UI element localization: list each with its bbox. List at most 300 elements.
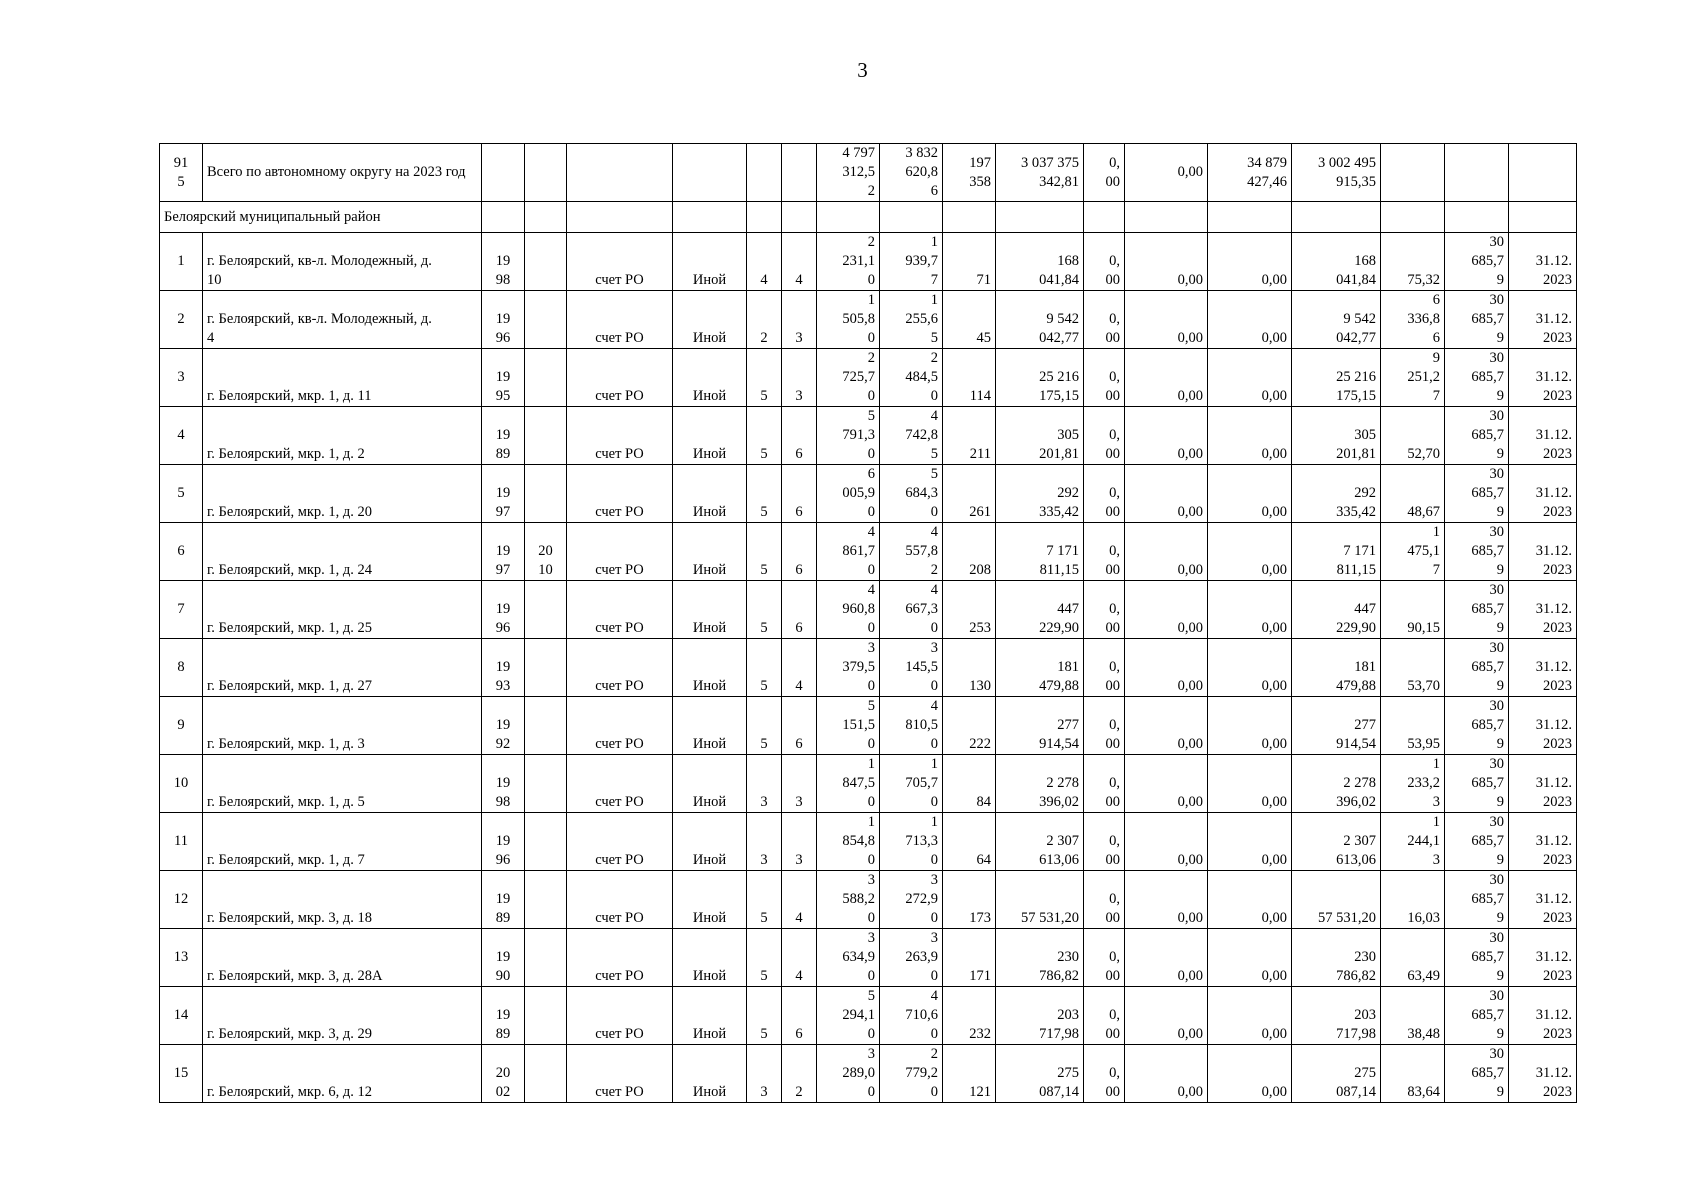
cell-unit-limit: 30 685,7 9 [1445, 233, 1509, 291]
cell-number: 10 [160, 755, 203, 813]
cell-entrances: 6 [782, 407, 817, 465]
cell-address: г. Белоярский, мкр. 1, д. 25 [203, 581, 482, 639]
cell-floors: 5 [747, 871, 782, 929]
table-row [160, 407, 1577, 465]
cell-fund-local: 0,00 [1208, 1045, 1292, 1103]
cell-type: Иной [673, 929, 747, 987]
cell-deadline: 31.12. 2023 [1509, 639, 1577, 697]
total-row-empty-cell [525, 144, 567, 202]
total-row-empty-cell [747, 144, 782, 202]
cell-area-living: 4 710,6 0 [880, 987, 943, 1045]
cell-unit-limit: 30 685,7 9 [1445, 697, 1509, 755]
cell-fund-local: 0,00 [1208, 523, 1292, 581]
cell-entrances: 4 [782, 929, 817, 987]
total-row-label: Всего по автономному округу на 2023 год [203, 144, 482, 202]
cell-year-built: 19 97 [482, 465, 525, 523]
cell-floors: 5 [747, 987, 782, 1045]
cell-type: Иной [673, 871, 747, 929]
cell-address: г. Белоярский, мкр. 3, д. 28А [203, 929, 482, 987]
section-row-empty-cell [747, 202, 782, 233]
cell-deadline: 31.12. 2023 [1509, 987, 1577, 1045]
cell-fund-federal: 0, 00 [1084, 581, 1125, 639]
cell-fund-owners: 447 229,90 [1292, 581, 1381, 639]
table-row [160, 349, 1577, 407]
table-row [160, 581, 1577, 639]
cell-year-built: 19 92 [482, 697, 525, 755]
cell-entrances: 6 [782, 581, 817, 639]
cell-year-repair [525, 233, 567, 291]
cell-area-living: 4 742,8 5 [880, 407, 943, 465]
cell-fund-owners: 292 335,42 [1292, 465, 1381, 523]
cell-floors: 5 [747, 523, 782, 581]
cell-fund-region: 0,00 [1125, 929, 1208, 987]
cell-fund-region: 0,00 [1125, 813, 1208, 871]
cell-year-repair [525, 465, 567, 523]
cell-deadline: 31.12. 2023 [1509, 581, 1577, 639]
section-row-empty-cell [1509, 202, 1577, 233]
cell-deadline: 31.12. 2023 [1509, 697, 1577, 755]
cell-area-total: 6 005,9 0 [817, 465, 880, 523]
cell-area-total: 1 505,8 0 [817, 291, 880, 349]
cell-deadline: 31.12. 2023 [1509, 871, 1577, 929]
cell-fund-federal: 0, 00 [1084, 987, 1125, 1045]
cell-fund-region: 0,00 [1125, 1045, 1208, 1103]
cell-type: Иной [673, 987, 747, 1045]
total-row-fund-owners: 3 002 495 915,35 [1292, 144, 1381, 202]
cell-unit-limit: 30 685,7 9 [1445, 987, 1509, 1045]
cell-type: Иной [673, 349, 747, 407]
cell-address: г. Белоярский, мкр. 1, д. 3 [203, 697, 482, 755]
cell-year-repair [525, 349, 567, 407]
cell-method: счет РО [567, 291, 673, 349]
cell-deadline: 31.12. 2023 [1509, 813, 1577, 871]
table-row [160, 871, 1577, 929]
cell-entrances: 3 [782, 291, 817, 349]
cell-method: счет РО [567, 871, 673, 929]
total-row-empty-cell [1445, 144, 1509, 202]
cell-deadline: 31.12. 2023 [1509, 349, 1577, 407]
cell-fund-federal: 0, 00 [1084, 349, 1125, 407]
cell-residents: 232 [943, 987, 996, 1045]
cell-year-built: 19 90 [482, 929, 525, 987]
cell-address: г. Белоярский, мкр. 3, д. 29 [203, 987, 482, 1045]
cell-fund-federal: 0, 00 [1084, 755, 1125, 813]
cell-fund-local: 0,00 [1208, 929, 1292, 987]
cell-fund-federal: 0, 00 [1084, 929, 1125, 987]
cell-residents: 130 [943, 639, 996, 697]
cell-deadline: 31.12. 2023 [1509, 291, 1577, 349]
cell-year-built: 19 96 [482, 291, 525, 349]
cell-fund-region: 0,00 [1125, 407, 1208, 465]
section-row-empty-cell [817, 202, 880, 233]
cell-fund-owners: 275 087,14 [1292, 1045, 1381, 1103]
cell-fund-region: 0,00 [1125, 639, 1208, 697]
cell-number: 1 [160, 233, 203, 291]
cell-residents: 208 [943, 523, 996, 581]
cell-year-repair [525, 639, 567, 697]
table-row [160, 465, 1577, 523]
cell-area-total: 3 289,0 0 [817, 1045, 880, 1103]
cell-entrances: 4 [782, 871, 817, 929]
section-row-empty-cell [567, 202, 673, 233]
cell-cost-total: 2 278 396,02 [996, 755, 1084, 813]
cell-method: счет РО [567, 349, 673, 407]
cell-area-living: 1 705,7 0 [880, 755, 943, 813]
page-number: 3 [857, 58, 868, 82]
cell-type: Иной [673, 813, 747, 871]
cell-cost-total: 181 479,88 [996, 639, 1084, 697]
cell-area-total: 4 960,8 0 [817, 581, 880, 639]
cell-unit-limit: 30 685,7 9 [1445, 871, 1509, 929]
cell-year-repair [525, 871, 567, 929]
cell-entrances: 3 [782, 813, 817, 871]
cell-entrances: 6 [782, 987, 817, 1045]
cell-area-total: 1 847,5 0 [817, 755, 880, 813]
cell-unit-limit: 30 685,7 9 [1445, 581, 1509, 639]
repair-program-table [159, 143, 1577, 1103]
cell-cost-total: 447 229,90 [996, 581, 1084, 639]
cell-method: счет РО [567, 813, 673, 871]
cell-method: счет РО [567, 581, 673, 639]
cell-number: 7 [160, 581, 203, 639]
cell-unit-cost: 53,95 [1381, 697, 1445, 755]
cell-deadline: 31.12. 2023 [1509, 1045, 1577, 1103]
cell-fund-owners: 230 786,82 [1292, 929, 1381, 987]
cell-entrances: 6 [782, 523, 817, 581]
cell-method: счет РО [567, 929, 673, 987]
cell-fund-local: 0,00 [1208, 987, 1292, 1045]
cell-method: счет РО [567, 407, 673, 465]
cell-unit-cost: 63,49 [1381, 929, 1445, 987]
cell-unit-cost: 90,15 [1381, 581, 1445, 639]
cell-year-built: 19 89 [482, 871, 525, 929]
total-row-fund-region: 0,00 [1125, 144, 1208, 202]
cell-year-built: 20 02 [482, 1045, 525, 1103]
cell-method: счет РО [567, 523, 673, 581]
cell-unit-limit: 30 685,7 9 [1445, 349, 1509, 407]
cell-area-living: 4 667,3 0 [880, 581, 943, 639]
cell-number: 4 [160, 407, 203, 465]
cell-fund-region: 0,00 [1125, 291, 1208, 349]
cell-address: г. Белоярский, мкр. 1, д. 5 [203, 755, 482, 813]
cell-floors: 4 [747, 233, 782, 291]
section-row-empty-cell [1292, 202, 1381, 233]
cell-floors: 5 [747, 407, 782, 465]
cell-floors: 5 [747, 697, 782, 755]
cell-area-total: 4 861,7 0 [817, 523, 880, 581]
section-row-empty-cell [482, 202, 525, 233]
cell-area-total: 5 294,1 0 [817, 987, 880, 1045]
cell-residents: 121 [943, 1045, 996, 1103]
cell-fund-owners: 9 542 042,77 [1292, 291, 1381, 349]
cell-floors: 3 [747, 813, 782, 871]
cell-method: счет РО [567, 755, 673, 813]
cell-fund-region: 0,00 [1125, 697, 1208, 755]
cell-method: счет РО [567, 1045, 673, 1103]
cell-number: 13 [160, 929, 203, 987]
cell-unit-cost: 52,70 [1381, 407, 1445, 465]
cell-fund-region: 0,00 [1125, 581, 1208, 639]
cell-unit-limit: 30 685,7 9 [1445, 523, 1509, 581]
cell-unit-limit: 30 685,7 9 [1445, 755, 1509, 813]
cell-year-built: 19 89 [482, 407, 525, 465]
cell-fund-local: 0,00 [1208, 755, 1292, 813]
cell-year-built: 19 97 [482, 523, 525, 581]
cell-fund-federal: 0, 00 [1084, 291, 1125, 349]
cell-fund-region: 0,00 [1125, 233, 1208, 291]
cell-fund-local: 0,00 [1208, 291, 1292, 349]
cell-fund-region: 0,00 [1125, 755, 1208, 813]
section-label: Белоярский муниципальный район [160, 202, 482, 233]
cell-cost-total: 230 786,82 [996, 929, 1084, 987]
cell-unit-cost: 38,48 [1381, 987, 1445, 1045]
cell-unit-limit: 30 685,7 9 [1445, 291, 1509, 349]
cell-deadline: 31.12. 2023 [1509, 465, 1577, 523]
table-row [160, 639, 1577, 697]
section-row-empty-cell [673, 202, 747, 233]
cell-type: Иной [673, 755, 747, 813]
cell-address: г. Белоярский, мкр. 1, д. 2 [203, 407, 482, 465]
cell-area-living: 5 684,3 0 [880, 465, 943, 523]
cell-unit-cost: 1 233,2 3 [1381, 755, 1445, 813]
cell-cost-total: 2 307 613,06 [996, 813, 1084, 871]
cell-entrances: 2 [782, 1045, 817, 1103]
cell-address: г. Белоярский, мкр. 1, д. 20 [203, 465, 482, 523]
cell-fund-local: 0,00 [1208, 349, 1292, 407]
cell-area-total: 3 588,2 0 [817, 871, 880, 929]
cell-type: Иной [673, 523, 747, 581]
cell-area-total: 1 854,8 0 [817, 813, 880, 871]
cell-year-repair [525, 987, 567, 1045]
cell-unit-limit: 30 685,7 9 [1445, 1045, 1509, 1103]
cell-fund-owners: 305 201,81 [1292, 407, 1381, 465]
cell-area-living: 2 779,2 0 [880, 1045, 943, 1103]
cell-area-living: 2 484,5 0 [880, 349, 943, 407]
cell-fund-local: 0,00 [1208, 407, 1292, 465]
cell-residents: 211 [943, 407, 996, 465]
table-row [160, 523, 1577, 581]
cell-area-total: 5 151,5 0 [817, 697, 880, 755]
cell-unit-limit: 30 685,7 9 [1445, 407, 1509, 465]
cell-residents: 45 [943, 291, 996, 349]
cell-cost-total: 168 041,84 [996, 233, 1084, 291]
cell-type: Иной [673, 639, 747, 697]
cell-residents: 114 [943, 349, 996, 407]
cell-fund-owners: 277 914,54 [1292, 697, 1381, 755]
cell-area-living: 4 557,8 2 [880, 523, 943, 581]
section-row-empty-cell [943, 202, 996, 233]
cell-entrances: 3 [782, 755, 817, 813]
cell-address: г. Белоярский, кв-л. Молодежный, д. 10 [203, 233, 482, 291]
cell-method: счет РО [567, 233, 673, 291]
cell-year-built: 19 93 [482, 639, 525, 697]
cell-floors: 5 [747, 639, 782, 697]
cell-number: 8 [160, 639, 203, 697]
cell-residents: 64 [943, 813, 996, 871]
cell-residents: 173 [943, 871, 996, 929]
cell-fund-owners: 57 531,20 [1292, 871, 1381, 929]
cell-floors: 5 [747, 929, 782, 987]
cell-area-living: 3 145,5 0 [880, 639, 943, 697]
cell-entrances: 4 [782, 233, 817, 291]
cell-year-repair [525, 755, 567, 813]
cell-year-repair [525, 407, 567, 465]
section-row-empty-cell [1084, 202, 1125, 233]
cell-fund-region: 0,00 [1125, 523, 1208, 581]
section-row-empty-cell [996, 202, 1084, 233]
cell-type: Иной [673, 1045, 747, 1103]
cell-area-living: 3 272,9 0 [880, 871, 943, 929]
cell-year-repair [525, 1045, 567, 1103]
cell-fund-local: 0,00 [1208, 697, 1292, 755]
cell-unit-cost: 48,67 [1381, 465, 1445, 523]
cell-address: г. Белоярский, мкр. 1, д. 27 [203, 639, 482, 697]
cell-fund-federal: 0, 00 [1084, 523, 1125, 581]
cell-floors: 3 [747, 1045, 782, 1103]
cell-fund-owners: 168 041,84 [1292, 233, 1381, 291]
cell-address: г. Белоярский, кв-л. Молодежный, д. 4 [203, 291, 482, 349]
cell-type: Иной [673, 697, 747, 755]
cell-floors: 5 [747, 349, 782, 407]
cell-fund-federal: 0, 00 [1084, 697, 1125, 755]
cell-fund-federal: 0, 00 [1084, 1045, 1125, 1103]
cell-residents: 84 [943, 755, 996, 813]
cell-area-living: 3 263,9 0 [880, 929, 943, 987]
cell-floors: 5 [747, 581, 782, 639]
total-row-empty-cell [482, 144, 525, 202]
cell-fund-federal: 0, 00 [1084, 639, 1125, 697]
cell-floors: 2 [747, 291, 782, 349]
cell-unit-cost: 9 251,2 7 [1381, 349, 1445, 407]
cell-year-built: 19 98 [482, 233, 525, 291]
cell-cost-total: 275 087,14 [996, 1045, 1084, 1103]
total-row-empty-cell [782, 144, 817, 202]
total-row-empty-cell [1381, 144, 1445, 202]
section-row-empty-cell [1208, 202, 1292, 233]
cell-address: г. Белоярский, мкр. 1, д. 11 [203, 349, 482, 407]
cell-fund-region: 0,00 [1125, 349, 1208, 407]
cell-cost-total: 7 171 811,15 [996, 523, 1084, 581]
cell-area-living: 1 939,7 7 [880, 233, 943, 291]
cell-type: Иной [673, 581, 747, 639]
cell-year-repair [525, 581, 567, 639]
cell-method: счет РО [567, 697, 673, 755]
cell-fund-owners: 7 171 811,15 [1292, 523, 1381, 581]
cell-fund-federal: 0, 00 [1084, 871, 1125, 929]
cell-fund-owners: 203 717,98 [1292, 987, 1381, 1045]
cell-unit-limit: 30 685,7 9 [1445, 813, 1509, 871]
cell-year-built: 19 89 [482, 987, 525, 1045]
section-row-empty-cell [1445, 202, 1509, 233]
cell-unit-limit: 30 685,7 9 [1445, 465, 1509, 523]
cell-type: Иной [673, 233, 747, 291]
cell-unit-cost: 1 475,1 7 [1381, 523, 1445, 581]
section-row-empty-cell [1125, 202, 1208, 233]
cell-entrances: 3 [782, 349, 817, 407]
cell-fund-local: 0,00 [1208, 233, 1292, 291]
cell-fund-local: 0,00 [1208, 871, 1292, 929]
cell-residents: 261 [943, 465, 996, 523]
cell-number: 3 [160, 349, 203, 407]
cell-unit-cost: 75,32 [1381, 233, 1445, 291]
cell-year-built: 19 96 [482, 581, 525, 639]
cell-year-repair [525, 929, 567, 987]
total-row-empty-cell [673, 144, 747, 202]
cell-unit-limit: 30 685,7 9 [1445, 929, 1509, 987]
cell-address: г. Белоярский, мкр. 3, д. 18 [203, 871, 482, 929]
cell-unit-cost: 16,03 [1381, 871, 1445, 929]
cell-residents: 253 [943, 581, 996, 639]
cell-area-living: 1 255,6 5 [880, 291, 943, 349]
table-row [160, 1045, 1577, 1103]
cell-year-built: 19 98 [482, 755, 525, 813]
cell-fund-federal: 0, 00 [1084, 407, 1125, 465]
cell-year-built: 19 95 [482, 349, 525, 407]
cell-area-total: 3 379,5 0 [817, 639, 880, 697]
cell-number: 12 [160, 871, 203, 929]
cell-area-living: 4 810,5 0 [880, 697, 943, 755]
total-row-cost-total: 3 037 375 342,81 [996, 144, 1084, 202]
cell-cost-total: 57 531,20 [996, 871, 1084, 929]
table-row [160, 755, 1577, 813]
cell-deadline: 31.12. 2023 [1509, 929, 1577, 987]
cell-fund-region: 0,00 [1125, 465, 1208, 523]
table-row [160, 987, 1577, 1045]
cell-unit-cost: 83,64 [1381, 1045, 1445, 1103]
cell-entrances: 4 [782, 639, 817, 697]
cell-fund-local: 0,00 [1208, 813, 1292, 871]
cell-entrances: 6 [782, 697, 817, 755]
cell-residents: 71 [943, 233, 996, 291]
cell-unit-cost: 6 336,8 6 [1381, 291, 1445, 349]
cell-address: г. Белоярский, мкр. 6, д. 12 [203, 1045, 482, 1103]
cell-fund-local: 0,00 [1208, 639, 1292, 697]
cell-number: 5 [160, 465, 203, 523]
cell-fund-owners: 181 479,88 [1292, 639, 1381, 697]
cell-year-built: 19 96 [482, 813, 525, 871]
cell-number: 15 [160, 1045, 203, 1103]
cell-year-repair [525, 697, 567, 755]
cell-residents: 171 [943, 929, 996, 987]
cell-type: Иной [673, 291, 747, 349]
cell-type: Иной [673, 407, 747, 465]
section-row-empty-cell [782, 202, 817, 233]
cell-fund-owners: 2 307 613,06 [1292, 813, 1381, 871]
cell-year-repair: 20 10 [525, 523, 567, 581]
cell-floors: 5 [747, 465, 782, 523]
cell-number: 2 [160, 291, 203, 349]
table-row [160, 291, 1577, 349]
table-row [160, 813, 1577, 871]
cell-number: 9 [160, 697, 203, 755]
cell-deadline: 31.12. 2023 [1509, 755, 1577, 813]
cell-fund-federal: 0, 00 [1084, 233, 1125, 291]
section-row-empty-cell [1381, 202, 1445, 233]
cell-unit-cost: 1 244,1 3 [1381, 813, 1445, 871]
cell-entrances: 6 [782, 465, 817, 523]
cell-area-living: 1 713,3 0 [880, 813, 943, 871]
cell-fund-region: 0,00 [1125, 871, 1208, 929]
cell-year-repair [525, 291, 567, 349]
cell-method: счет РО [567, 465, 673, 523]
cell-area-total: 2 725,7 0 [817, 349, 880, 407]
total-row-empty-cell [1509, 144, 1577, 202]
cell-deadline: 31.12. 2023 [1509, 407, 1577, 465]
table-row [160, 929, 1577, 987]
total-row-fund-federal: 0, 00 [1084, 144, 1125, 202]
cell-deadline: 31.12. 2023 [1509, 233, 1577, 291]
total-row-area-living: 3 832 620,8 6 [880, 144, 943, 202]
